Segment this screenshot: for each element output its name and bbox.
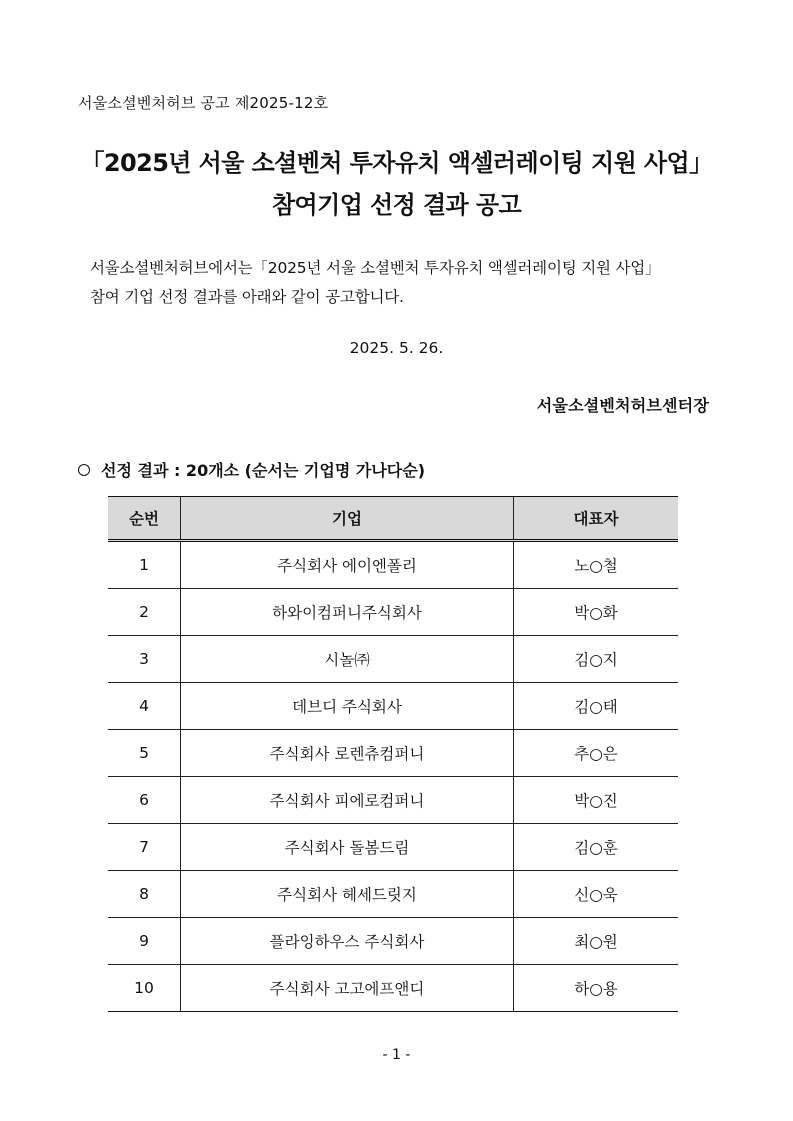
row-number: 5	[108, 730, 181, 777]
company-name: 주식회사 에이엔폴리	[181, 541, 514, 589]
representative-name: 신○욱	[514, 871, 679, 918]
representative-name: 노○철	[514, 541, 679, 589]
row-number: 6	[108, 777, 181, 824]
column-header-company: 기업	[181, 497, 514, 541]
table-header-row	[108, 497, 678, 541]
intro-text-line1: 서울소셜벤처허브에서는「2025년 서울 소셜벤처 투자유치 액셀러레이팅 지원 사업」	[90, 259, 661, 277]
notice-number: 서울소셜벤처허브 공고 제2025-12호	[78, 94, 329, 112]
representative-name: 김○지	[514, 636, 679, 683]
page-number: - 1 -	[382, 1047, 411, 1063]
announcement-date: 2025. 5. 26.	[349, 339, 444, 357]
selection-result-table	[108, 496, 678, 1012]
company-name: 주식회사 헤세드릿지	[181, 871, 514, 918]
company-name: 주식회사 고고에프앤디	[181, 965, 514, 1012]
circle-bullet-icon	[78, 464, 90, 476]
table-row	[108, 636, 678, 683]
row-number: 10	[108, 965, 181, 1012]
table-row	[108, 683, 678, 730]
representative-name: 김○훈	[514, 824, 679, 871]
representative-name: 추○은	[514, 730, 679, 777]
row-number: 2	[108, 589, 181, 636]
section-heading-text: 선정 결과 : 20개소 (순서는 기업명 가나다순)	[101, 461, 426, 480]
representative-name: 김○태	[514, 683, 679, 730]
row-number: 8	[108, 871, 181, 918]
table-row	[108, 965, 678, 1012]
document-title-line1: 「2025년 서울 소셜벤처 투자유치 액셀러레이팅 지원 사업」	[80, 149, 713, 177]
company-name: 주식회사 피에로컴퍼니	[181, 777, 514, 824]
table-row	[108, 541, 678, 589]
table-row	[108, 824, 678, 871]
company-name: 하와이컴퍼니주식회사	[181, 589, 514, 636]
row-number: 7	[108, 824, 181, 871]
table-row	[108, 918, 678, 965]
representative-name: 박○진	[514, 777, 679, 824]
row-number: 4	[108, 683, 181, 730]
intro-text-line2: 참여 기업 선정 결과를 아래와 같이 공고합니다.	[90, 288, 404, 306]
table-row	[108, 730, 678, 777]
company-name: 플라잉하우스 주식회사	[181, 918, 514, 965]
row-number: 9	[108, 918, 181, 965]
row-number: 3	[108, 636, 181, 683]
representative-name: 최○원	[514, 918, 679, 965]
company-name: 주식회사 돌봄드림	[181, 824, 514, 871]
signer: 서울소셜벤처허브센터장	[536, 396, 709, 415]
column-header-representative: 대표자	[514, 497, 679, 541]
company-name: 주식회사 로렌츄컴퍼니	[181, 730, 514, 777]
representative-name: 하○용	[514, 965, 679, 1012]
row-number: 1	[108, 541, 181, 589]
representative-name: 박○화	[514, 589, 679, 636]
table-row	[108, 777, 678, 824]
section-heading	[78, 458, 425, 481]
table-row	[108, 871, 678, 918]
column-header-number: 순번	[108, 497, 181, 541]
company-name: 시놀㈜	[181, 636, 514, 683]
document-title-line2: 참여기업 선정 결과 공고	[271, 191, 522, 219]
table-row	[108, 589, 678, 636]
company-name: 데브디 주식회사	[181, 683, 514, 730]
